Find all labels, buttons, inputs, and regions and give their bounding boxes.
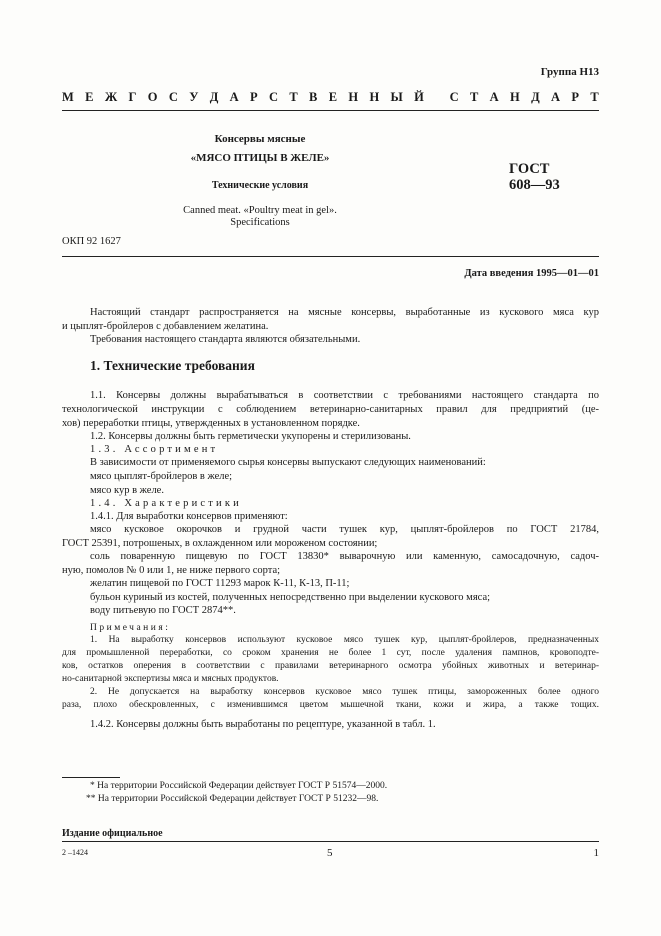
subsection-heading: 1.3. Ассортимент [90, 444, 219, 455]
list-item: желатин пищевой по ГОСТ 11293 марок К-11, К-13, П-11; [90, 578, 350, 589]
banner-letter: Д [209, 90, 219, 104]
para-line: Настоящий стандарт распространяется на мясные консервы, выработанные из кускового мяса кур [90, 307, 599, 318]
footnote: ** На территории Российской Федерации действует ГОСТ Р 51232—98. [86, 794, 379, 804]
banner-letter: Т [590, 90, 599, 104]
banner-letter: Ы [390, 90, 403, 104]
title-line-1: Консервы мясные [214, 133, 306, 145]
banner-letter: Р [250, 90, 258, 104]
para-line: Требования настоящего стандарта являются обязательными. [90, 334, 361, 345]
banner-letter: Т [469, 90, 479, 104]
footer-divider [62, 841, 599, 842]
para-line: хов) переработки птицы, утвержденных в установленном порядке. [62, 418, 360, 429]
banner-letter: Д [531, 90, 540, 104]
list-item: бульон куриный из костей, полученных непосредственно при выделении кускового мяса; [90, 592, 491, 603]
list-item: мясо цыплят-бройлеров в желе; [90, 471, 233, 482]
banner-letter: У [189, 90, 199, 104]
note-line: но-санитарной экспертизы мяса и мясных продуктов. [62, 674, 279, 684]
gost-number: 608—93 [509, 177, 560, 193]
para-line: В зависимости от применяемого сырья консервы выпускают следующих наименований: [90, 457, 486, 468]
para-line: 1.4.1. Для выработки консервов применяют: [90, 511, 288, 522]
banner-letter: О [147, 90, 158, 104]
list-item: соль поваренную пищевую по ГОСТ 13830* выварочную или каменную, самосадочную, садоч- [90, 551, 599, 562]
banner-letter: Т [289, 90, 298, 104]
section-heading: 1. Технические требования [90, 358, 255, 373]
page-number-right: 1 [593, 847, 599, 859]
list-item: ГОСТ 25391, потрошеных, в охлажденном или мороженом состоянии; [62, 538, 378, 549]
banner-letter: Н [348, 90, 359, 104]
list-item: мясо кусковое окорочков и грудной части тушек кур, цыплят-бройлеров по ГОСТ 21784, [90, 524, 599, 535]
banner-letter: С [168, 90, 178, 104]
footnote-divider [62, 777, 120, 778]
intro-date: Дата введения 1995—01—01 [464, 268, 599, 279]
okp-divider [62, 256, 599, 257]
standard-banner [62, 90, 599, 105]
para-line: 1.4.2. Консервы должны быть выработаны по рецептуре, указанной в табл. 1. [90, 719, 436, 730]
banner-letter: Е [85, 90, 94, 104]
banner-letter: С [269, 90, 279, 104]
page-number-center: 5 [327, 847, 333, 859]
subsection-heading: 1.4. Характеристики [90, 498, 242, 509]
list-item: воду питьевую по ГОСТ 2874**. [90, 605, 236, 616]
banner-letter: В [309, 90, 318, 104]
gost-label: ГОСТ [509, 161, 550, 177]
official-edition-label: Издание официальное [62, 828, 163, 839]
okp-code: ОКП 92 1627 [62, 236, 121, 247]
banner-letter: С [449, 90, 459, 104]
header-divider [62, 110, 599, 111]
banner-letter: Р [571, 90, 580, 104]
para-line: 1.1. Консервы должны вырабатываться в соответствии с требованиями настоящего стандарта по [90, 390, 599, 401]
title-subtitle: Технические условия [211, 180, 309, 191]
note-line: ков, остатков оперения в соответствии с правилами ветеринарного осмотра убойных животных и ветеринар- [62, 661, 599, 671]
note-line: раза, плохо обескровленных, с изменившимся цветом мышечной ткани, кожи и жира, а также тощих. [62, 700, 599, 710]
title-english: Canned meat. «Poultry meat in gel». [183, 205, 337, 216]
note-line: для промышленной переработки, со сроком хранения не более 1 сут, после удаления пампнов, кровоподте- [62, 648, 599, 658]
group-label: Группа Н13 [540, 66, 599, 78]
list-item: ную, помолов № 0 или 1, не ниже первого сорта; [62, 565, 281, 576]
banner-letter: Г [128, 90, 137, 104]
list-item: мясо кур в желе. [90, 485, 164, 496]
banner-letter: Ж [104, 90, 118, 104]
banner-letter: А [489, 90, 499, 104]
para-line: и цыплят-бройлеров с добавлением желатина. [62, 321, 269, 332]
banner-letter: Е [328, 90, 338, 104]
banner-letter: А [229, 90, 239, 104]
banner-letter: Й [414, 90, 424, 104]
banner-letter: А [551, 90, 561, 104]
title-line-2: «МЯСО ПТИЦЫ В ЖЕЛЕ» [190, 152, 330, 164]
title-english-subtitle: Specifications [230, 217, 290, 228]
para-line: 1.2. Консервы должны быть герметически укупорены и стерилизованы. [90, 431, 411, 442]
note-line: 1. На выработку консервов используют кусковое мясо тушек кур, цыплят-бройлеров, предназначенных [90, 635, 599, 645]
banner-letter [435, 90, 438, 105]
footnote: * На территории Российской Федерации действует ГОСТ Р 51574—2000. [90, 781, 388, 791]
banner-letter: Н [510, 90, 520, 104]
banner-letter: Н [369, 90, 380, 104]
print-code: 2 –1424 [62, 848, 88, 857]
notes-heading: Примечания: [90, 623, 171, 633]
banner-letter: М [62, 90, 74, 104]
note-line: 2. Не допускается на выработку консервов кусковое мясо тушек птицы, замороженных более одного [90, 687, 599, 697]
para-line: технологической инструкции с соблюдением ветеринарно-санитарных правил для предприятий (це- [62, 404, 599, 415]
